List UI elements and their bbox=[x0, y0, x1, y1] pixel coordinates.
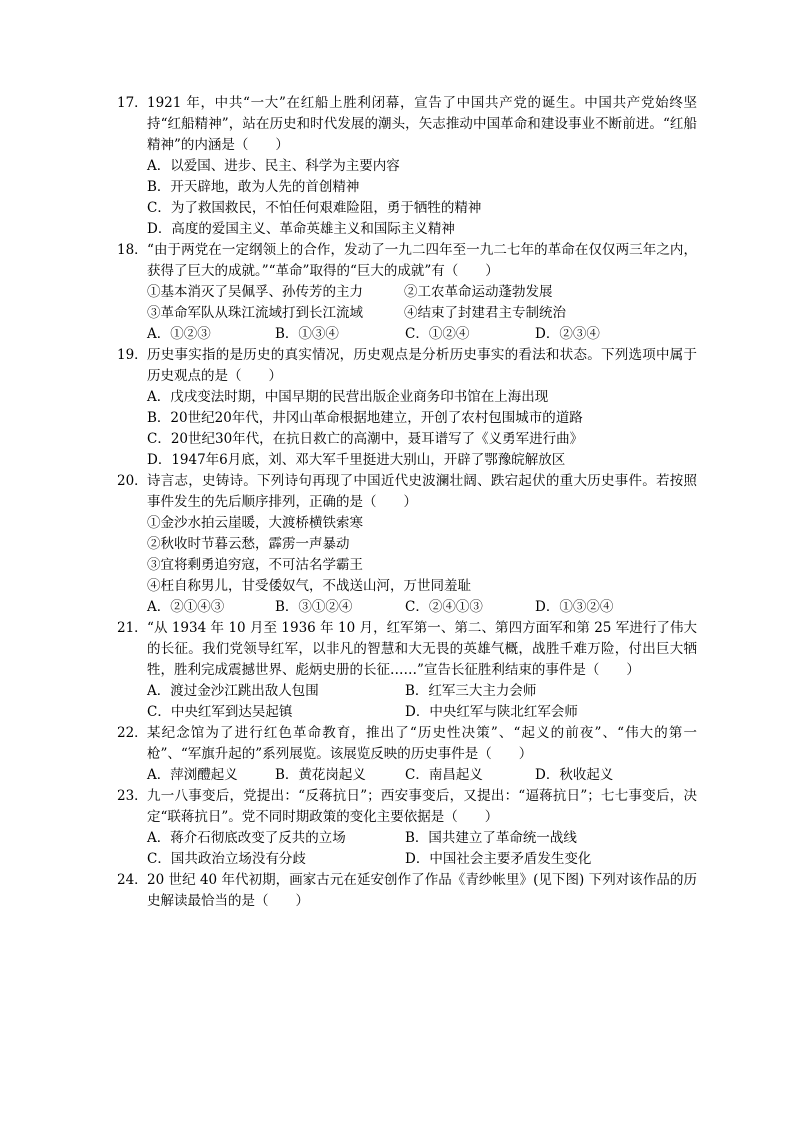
options-row bbox=[147, 324, 697, 345]
option-a: A．②①④③ bbox=[147, 599, 225, 615]
item-1: ①金沙水拍云崖暖，大渡桥横铁索寒 bbox=[147, 515, 363, 531]
question-stem: 九一八事变后，党提出：“反蒋抗日”；西安事变后，又提出：“逼蒋抗日”；七七事变后，决定“联蒋抗日”。党不同时期政策的变化主要依据是（ ） bbox=[147, 788, 697, 825]
question-21 bbox=[117, 618, 697, 723]
options-row bbox=[147, 681, 697, 702]
options-row bbox=[147, 702, 697, 723]
question-20 bbox=[117, 471, 697, 618]
option-d: D．中央红军与陕北红军会师 bbox=[405, 704, 578, 720]
question-number: 23． bbox=[117, 788, 148, 804]
option-a: A．渡过金沙江跳出敌人包围 bbox=[147, 683, 319, 699]
option-a: A．以爱国、进步、民主、科学为主要内容 bbox=[147, 158, 400, 174]
question-24 bbox=[117, 870, 697, 912]
question-19 bbox=[117, 345, 697, 471]
item-3: ③革命军队从珠江流域打到长江流域 bbox=[147, 305, 363, 321]
question-stem: “由于两党在一定纲领上的合作，发动了一九二四年至一九二七年的革命在仅仅两三年之内，获得了巨大的成就。”“革命”取得的“巨大的成就”有（ ） bbox=[147, 242, 697, 279]
question-stem: “从 1934 年 10 月至 1936 年 10 月，红军第一、第二、第四方面军和第 25 军进行了伟大的长征。我们党领导红军，以非凡的智慧和大无畏的英雄气概，战胜千难万险，付出巨大牺牲，胜利完成震撼世界、彪炳史册的长征……”宣告长征胜利结束的事件是（ ） bbox=[147, 620, 697, 678]
question-stem: 20 世纪 40 年代初期，画家古元在延安创作了作品《青纱帐里》(见下图) 下列对该作品的历史解读最恰当的是（ ） bbox=[147, 872, 697, 909]
item-4: ④枉自称男儿，甘受倭奴气，不战送山河，万世同羞耻 bbox=[147, 578, 471, 594]
question-number: 22． bbox=[117, 725, 148, 741]
option-b: B．国共建立了革命统一战线 bbox=[405, 830, 577, 846]
option-a: A．①②③ bbox=[147, 326, 211, 342]
option-c: C．为了救国救民，不怕任何艰难险阻，勇于牺牲的精神 bbox=[147, 200, 482, 216]
question-23 bbox=[117, 786, 697, 870]
question-22 bbox=[117, 723, 697, 786]
option-b: B．黄花岗起义 bbox=[275, 767, 366, 783]
option-d: D．中国社会主要矛盾发生变化 bbox=[405, 851, 592, 867]
options-row bbox=[147, 828, 697, 849]
item-row bbox=[147, 303, 697, 324]
question-stem: 某纪念馆为了进行红色革命教育，推出了“历史性决策”、“起义的前夜”、“伟大的第一枪”、“军旗升起的”系列展览。该展览反映的历史事件是（ ） bbox=[147, 725, 697, 762]
question-17 bbox=[117, 93, 697, 240]
option-c: C．中央红军到达吴起镇 bbox=[147, 704, 293, 720]
question-number: 21． bbox=[117, 620, 148, 636]
question-18 bbox=[117, 240, 697, 345]
question-stem: 历史事实指的是历史的真实情况，历史观点是分析历史事实的看法和状态。下列选项中属于历史观点的是（ ） bbox=[147, 347, 697, 384]
option-b: B．③①②④ bbox=[275, 599, 353, 615]
option-b: B．红军三大主力会师 bbox=[405, 683, 537, 699]
item-row bbox=[147, 282, 697, 303]
item-2: ②秋收时节暮云愁，霹雳一声暴动 bbox=[147, 536, 350, 552]
option-d: D．②③④ bbox=[535, 326, 600, 342]
question-stem: 诗言志，史铸诗。下列诗句再现了中国近代史波澜壮阔、跌宕起伏的重大历史事件。若按照事件发生的先后顺序排列，正确的是（ ） bbox=[147, 473, 697, 510]
options-row bbox=[147, 765, 697, 786]
question-number: 20． bbox=[117, 473, 148, 489]
option-c: C．国共政治立场没有分歧 bbox=[147, 851, 306, 867]
option-c: C．②④①③ bbox=[405, 599, 483, 615]
question-number: 17． bbox=[117, 95, 148, 111]
question-number: 19． bbox=[117, 347, 148, 363]
item-4: ④结束了封建君主专制统治 bbox=[404, 305, 566, 321]
option-c: C．20世纪30年代，在抗日救亡的高潮中，聂耳谱写了《义勇军进行曲》 bbox=[147, 431, 584, 447]
option-d: D．高度的爱国主义、革命英雄主义和国际主义精神 bbox=[147, 221, 455, 237]
option-d: D．秋收起义 bbox=[535, 767, 614, 783]
option-a: A．蒋介石彻底改变了反共的立场 bbox=[147, 830, 346, 846]
options-row bbox=[147, 597, 697, 618]
exam-page bbox=[117, 93, 697, 912]
question-number: 24． bbox=[117, 872, 148, 888]
option-c: C．①②④ bbox=[405, 326, 470, 342]
option-d: D．①③②④ bbox=[535, 599, 614, 615]
option-b: B．20世纪20年代，井冈山革命根据地建立，开创了农村包围城市的道路 bbox=[147, 410, 583, 426]
option-a: A．萍浏醴起义 bbox=[147, 767, 238, 783]
item-1: ①基本消灭了吴佩孚、孙传芳的主力 bbox=[147, 284, 363, 300]
question-number: 18． bbox=[117, 242, 148, 258]
question-stem: 1921 年，中共“一大”在红船上胜利闭幕，宣告了中国共产党的诞生。中国共产党始终坚持“红船精神”，站在历史和时代发展的潮头，矢志推动中国革命和建设事业不断前进。“红船精神”的内涵是（ ） bbox=[147, 95, 697, 153]
option-a: A．戊戌变法时期，中国早期的民营出版企业商务印书馆在上海出现 bbox=[147, 389, 549, 405]
option-d: D．1947年6月底，刘、邓大军千里挺进大别山，开辟了鄂豫皖解放区 bbox=[147, 452, 566, 468]
option-b: B．开天辟地，敢为人先的首创精神 bbox=[147, 179, 360, 195]
option-c: C．南昌起义 bbox=[405, 767, 483, 783]
item-3: ③宜将剩勇追穷寇，不可沽名学霸王 bbox=[147, 557, 363, 573]
options-row bbox=[147, 849, 697, 870]
item-2: ②工农革命运动蓬勃发展 bbox=[404, 284, 553, 300]
option-b: B．①③④ bbox=[275, 326, 339, 342]
